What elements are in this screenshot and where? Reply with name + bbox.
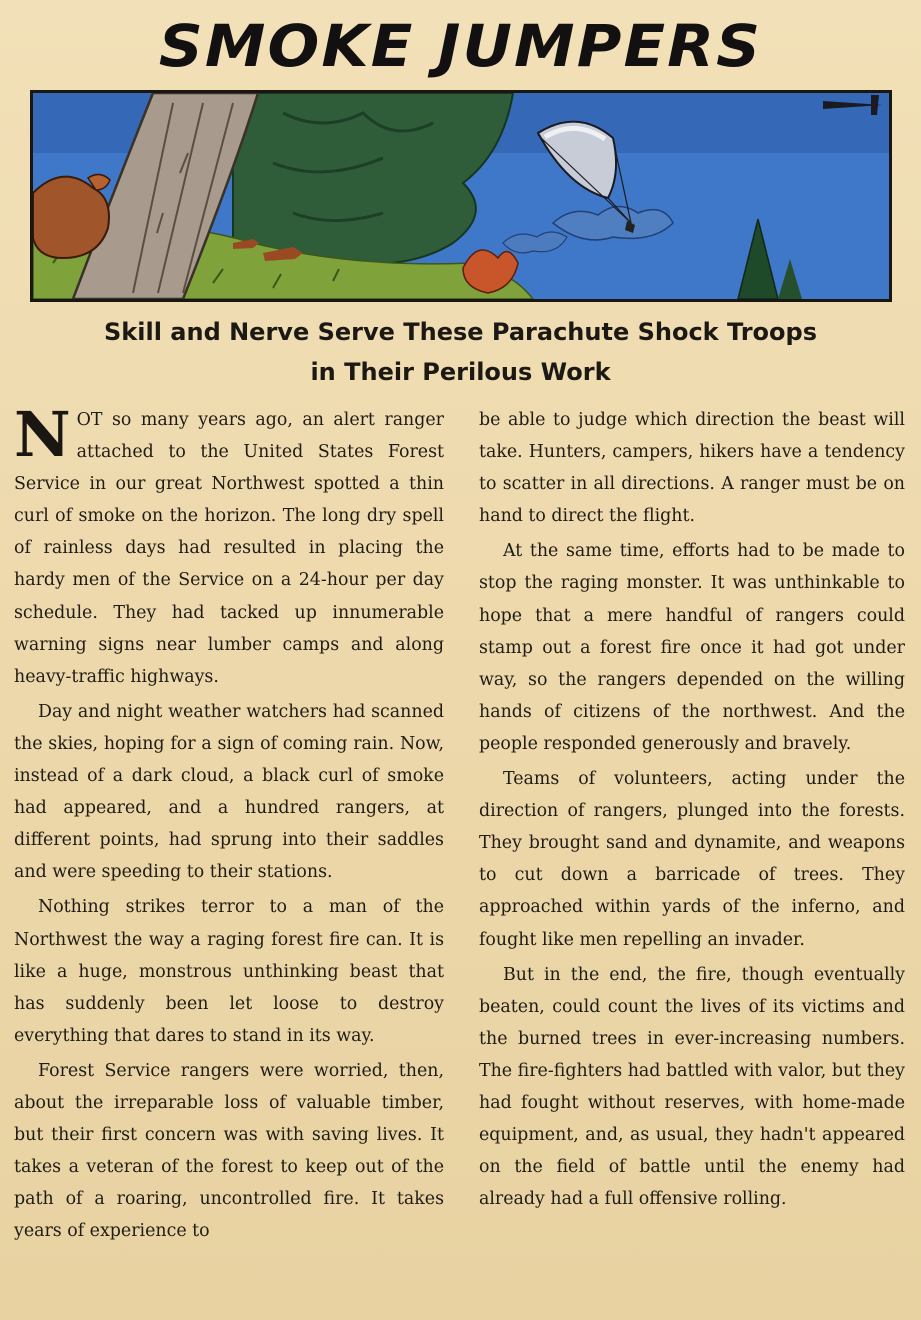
paragraph-7: Teams of volunteers, acting under the direction of rangers, plunged into the forests. They brought sand and dynamite, and weapons to cut down a barricade of trees. They approached within yards of the inferno, and fought like men repelling an invader. (479, 769, 905, 950)
left-column (14, 398, 444, 1250)
paragraph-5: be able to judge which direction the beast will take. Hunters, campers, hikers have a tendency to scatter in all directions. A ranger must be on hand to direct the flight. (479, 410, 905, 527)
paragraph-2: Day and night weather watchers had scanned the skies, hoping for a sign of coming rain. Now, instead of a dark cloud, a black curl of smoke had appeared, and a hundred rangers, at different points, had sprung into their saddles and were speeding to their stations. (14, 701, 444, 883)
illustration-banner (30, 90, 892, 302)
subtitle-line-2: in Their Perilous Work (310, 358, 611, 386)
paragraph-1 (14, 398, 444, 693)
paragraph-1-text: OT so many years ago, an alert ranger attached to the United States Forest Service in our great Northwest spotted a thin curl of smoke on the horizon. The long dry spell of rainless days had resulted in placing the hardy men of the Service on a 24-hour per day schedule. They had tacked up innumerable warning signs near lumber camps and along heavy-traffic highways. (14, 410, 444, 687)
article-subtitle (0, 312, 921, 392)
forest-fire-illustration (33, 93, 889, 299)
paragraph-4: Forest Service rangers were worried, then, about the irreparable loss of valuable timber, but their first concern was with saving lives. It takes a veteran of the forest to keep out of the path of a roaring, uncontrolled fire. It takes years of experience to (14, 1060, 444, 1242)
subtitle-line-1: Skill and Nerve Serve These Parachute Shock Troops (104, 318, 817, 346)
article-title: SMOKE JUMPERS (158, 12, 763, 80)
right-column (479, 404, 905, 1218)
paragraph-3: Nothing strikes terror to a man of the Northwest the way a raging forest fire can. It is like a huge, monstrous unthinking beast that has suddenly been let loose to destroy everything that dares to stand in its way. (14, 897, 444, 1046)
drop-cap: N (14, 398, 71, 471)
paragraph-8: But in the end, the fire, though eventually beaten, could count the lives of its victims and the burned trees in ever-increasing numbers. The fire-fighters had battled with valor, but they had fought without reserves, with home-made equipment, and, as usual, they hadn't appeared on the field of battle until the enemy had already had a full offensive rolling. (479, 964, 905, 1210)
paragraph-6: At the same time, efforts had to be made to stop the raging monster. It was unthinkable to hope that a mere handful of rangers could stamp out a forest fire once it had got under way, so the rangers depended on the willing hands of citizens of the northwest. And the people responded generously and bravely. (479, 541, 905, 754)
